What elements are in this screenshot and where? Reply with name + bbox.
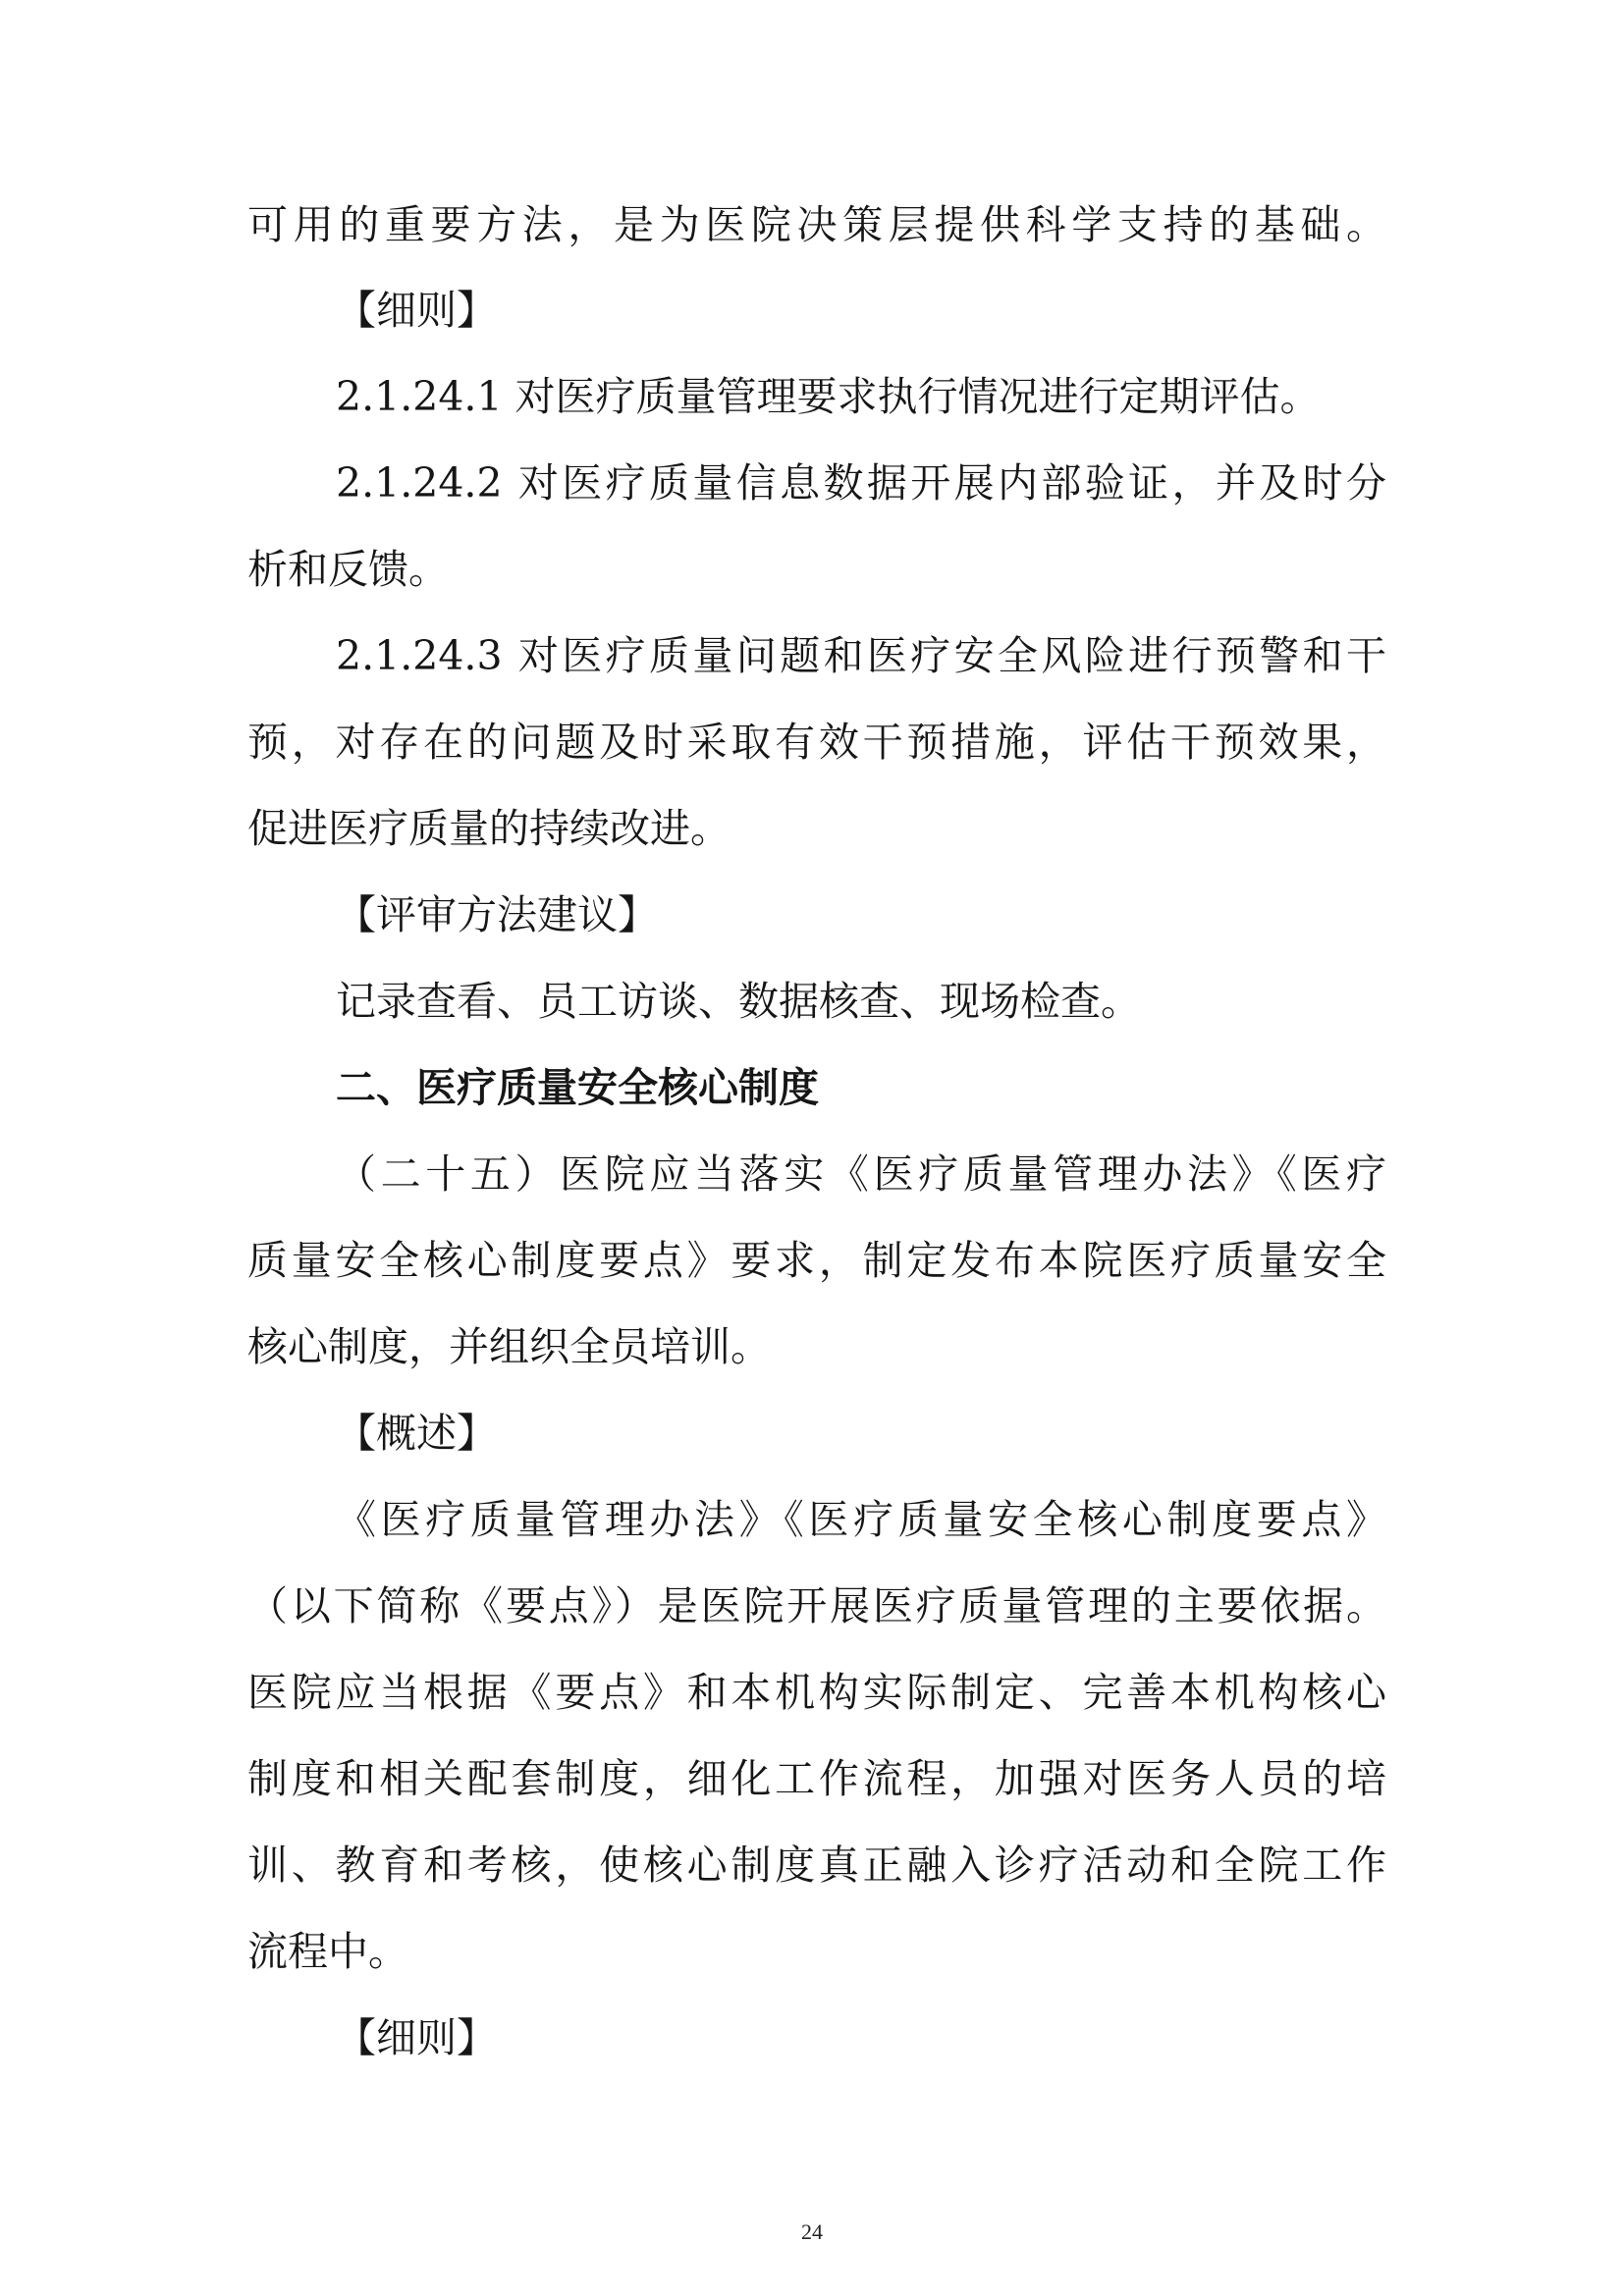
- section-heading-details: 【细则】: [336, 2014, 497, 2061]
- overview-paragraph-line: 制度和相关配套制度，细化工作流程，加强对医务人员的培: [247, 1755, 1386, 1802]
- overview-paragraph-line: 训、教育和考核，使核心制度真正融入诊疗活动和全院工作: [247, 1842, 1386, 1889]
- overview-paragraph-line: 流程中。: [247, 1928, 408, 1975]
- section-heading-details: 【细则】: [336, 287, 497, 334]
- clause-25: （二十五）医院应当落实《医疗质量管理办法》《医疗: [336, 1150, 1386, 1198]
- paragraph-line: 质量安全核心制度要点》要求，制定发布本院医疗质量安全: [247, 1237, 1386, 1284]
- paragraph-line: 预，对存在的问题及时采取有效干预措施，评估干预效果，: [247, 719, 1386, 766]
- overview-paragraph-line: 医院应当根据《要点》和本机构实际制定、完善本机构核心: [247, 1669, 1386, 1716]
- paragraph-line: 核心制度，并组织全员培训。: [247, 1323, 771, 1370]
- detail-item-2-1-24-2: 2.1.24.2 对医疗质量信息数据开展内部验证，并及时分: [336, 459, 1386, 507]
- paragraph-line: 记录查看、员工访谈、数据核查、现场检查。: [336, 978, 1141, 1025]
- section-heading-review-methods: 【评审方法建议】: [336, 891, 658, 938]
- paragraph-line: 析和反馈。: [247, 546, 449, 593]
- page-number: 24: [801, 2219, 823, 2244]
- detail-item-2-1-24-1: 2.1.24.1 对医疗质量管理要求执行情况进行定期评估。: [336, 373, 1321, 420]
- detail-item-2-1-24-3: 2.1.24.3 对医疗质量问题和医疗安全风险进行预警和干: [336, 632, 1386, 679]
- overview-paragraph-line: 《医疗质量管理办法》《医疗质量安全核心制度要点》: [336, 1496, 1386, 1543]
- chapter-heading: 二、医疗质量安全核心制度: [336, 1064, 819, 1111]
- section-heading-overview: 【概述】: [336, 1410, 497, 1457]
- paragraph-line: 促进医疗质量的持续改进。: [247, 805, 731, 852]
- paragraph-line: 可用的重要方法，是为医院决策层提供科学支持的基础。: [247, 201, 1386, 248]
- overview-paragraph-line: （以下简称《要点》）是医院开展医疗质量管理的主要依据。: [247, 1582, 1386, 1629]
